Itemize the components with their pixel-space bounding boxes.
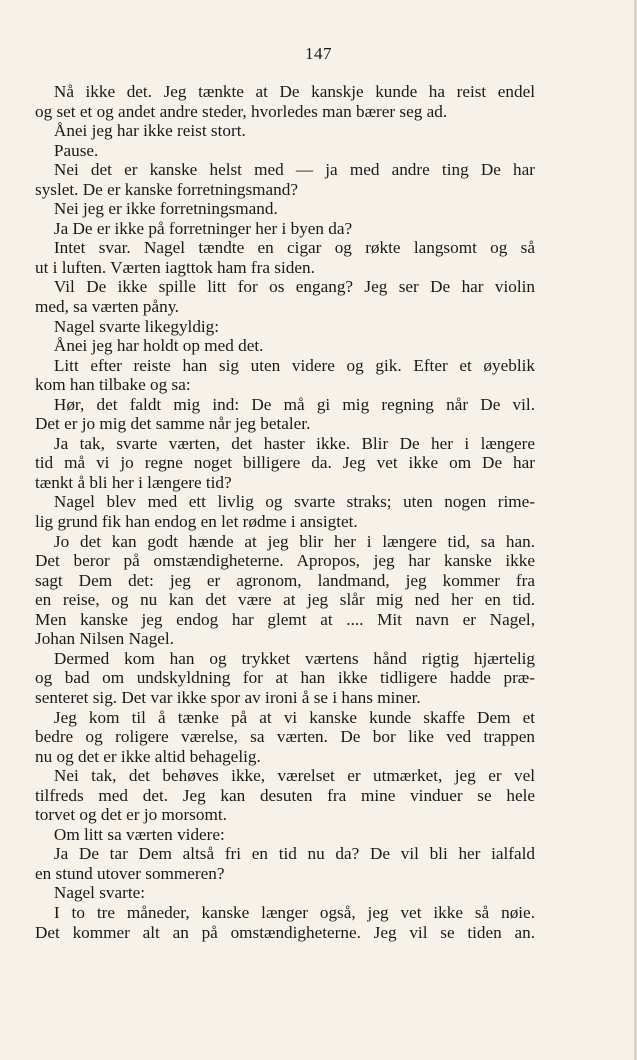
text-line: Johan Nilsen Nagel. [35, 629, 174, 649]
page-number: 147 [305, 44, 332, 63]
text-line: Ånei jeg har holdt op med det. [53, 336, 264, 356]
text-line: Pause. [53, 140, 99, 160]
text-line: I to tre måneder, kanske længer også, jeg vet ikke så nøie. [53, 902, 535, 922]
text-line: bedre og roligere værelse, sa værten. De bor like ved trappen [35, 727, 535, 747]
text-line: tid må vi jo regne noget billigere da. Jeg vet ikke om De har [35, 453, 535, 473]
text-line: Nagel svarte: [53, 883, 146, 903]
text-line: en stund utover sommeren? [35, 863, 225, 883]
text-line: Nei det er kanske helst med — ja med andre ting De har [53, 160, 535, 180]
text-line: sagt Dem det: jeg er agronom, landmand, jeg kommer fra [35, 570, 535, 590]
text-line: Ånei jeg har ikke reist stort. [53, 121, 246, 141]
text-line: Nå ikke det. Jeg tænkte at De kanskje kunde ha reist endel [53, 82, 535, 101]
text-line: en reise, og nu kan det være at jeg slår mig ned her en tid. [35, 590, 535, 610]
text-line: Nagel svarte likegyldig: [53, 316, 220, 336]
text-line: syslet. De er kanske forretningsmand? [35, 179, 298, 199]
text-line: Men kanske jeg endog har glemt at .... Mit navn er Nagel, [35, 609, 535, 629]
text-line: nu og det er ikke altid behagelig. [35, 746, 261, 766]
text-line: Ja De er ikke på forretninger her i byen da? [53, 218, 353, 238]
text-line: Ja tak, svarte værten, det haster ikke. Blir De her i længere [53, 433, 535, 453]
text-line: Hør, det faldt mig ind: De må gi mig regning når De vil. [53, 394, 535, 414]
text-line: lig grund fik han endog en let rødme i ansigtet. [35, 512, 358, 532]
text-line: Det er jo mig det samme når jeg betaler. [35, 414, 311, 434]
text-line: Litt efter reiste han sig uten videre og gik. Efter et øyeblik [53, 355, 535, 375]
text-line: Jeg kom til å tænke på at vi kanske kunde skaffe Dem et [53, 707, 535, 727]
text-line: tilfreds med det. Jeg kan desuten fra mine vinduer se hele [35, 785, 535, 805]
text-line: Det kommer alt an på omstændigheterne. Jeg vil se tiden an. [35, 922, 535, 942]
text-line: kom han tilbake og sa: [35, 375, 191, 395]
text-line: Nagel blev med ett livlig og svarte straks; uten nogen rime- [53, 492, 535, 512]
text-line: senteret sig. Det var ikke spor av ironi å se i hans miner. [35, 687, 421, 707]
text-line: Nei jeg er ikke forretningsmand. [53, 199, 278, 219]
text-line: ut i luften. Værten iagttok ham fra siden. [35, 257, 315, 277]
text-line: tænkt å bli her i længere tid? [35, 472, 232, 492]
text-line: Nei tak, det behøves ikke, værelset er utmærket, jeg er vel [53, 766, 535, 786]
text-line: Intet svar. Nagel tændte en cigar og røkte langsomt og så [53, 238, 535, 258]
text-line: Jo det kan godt hænde at jeg blir her i længere tid, sa han. [53, 531, 535, 551]
text-line: Ja De tar Dem altså fri en tid nu da? De vil bli her ialfald [53, 844, 535, 864]
body-text [35, 82, 535, 942]
text-line: Dermed kom han og trykket værtens hånd rigtig hjærtelig [53, 648, 535, 668]
text-line: Vil De ikke spille litt for os engang? Jeg ser De har violin [53, 277, 535, 297]
text-line: Det beror på omstændigheterne. Apropos, jeg har kanske ikke [35, 551, 535, 571]
text-line: og bad om undskyldning for at han ikke tidligere hadde præ- [35, 668, 535, 688]
text-line: Om litt sa værten videre: [53, 824, 225, 844]
text-line: med, sa værten pånу. [35, 297, 179, 317]
text-line: og set et og andet andre steder, hvorledes man bærer seg ad. [35, 101, 448, 121]
text-line: torvet og det er jo morsomt. [35, 805, 227, 825]
